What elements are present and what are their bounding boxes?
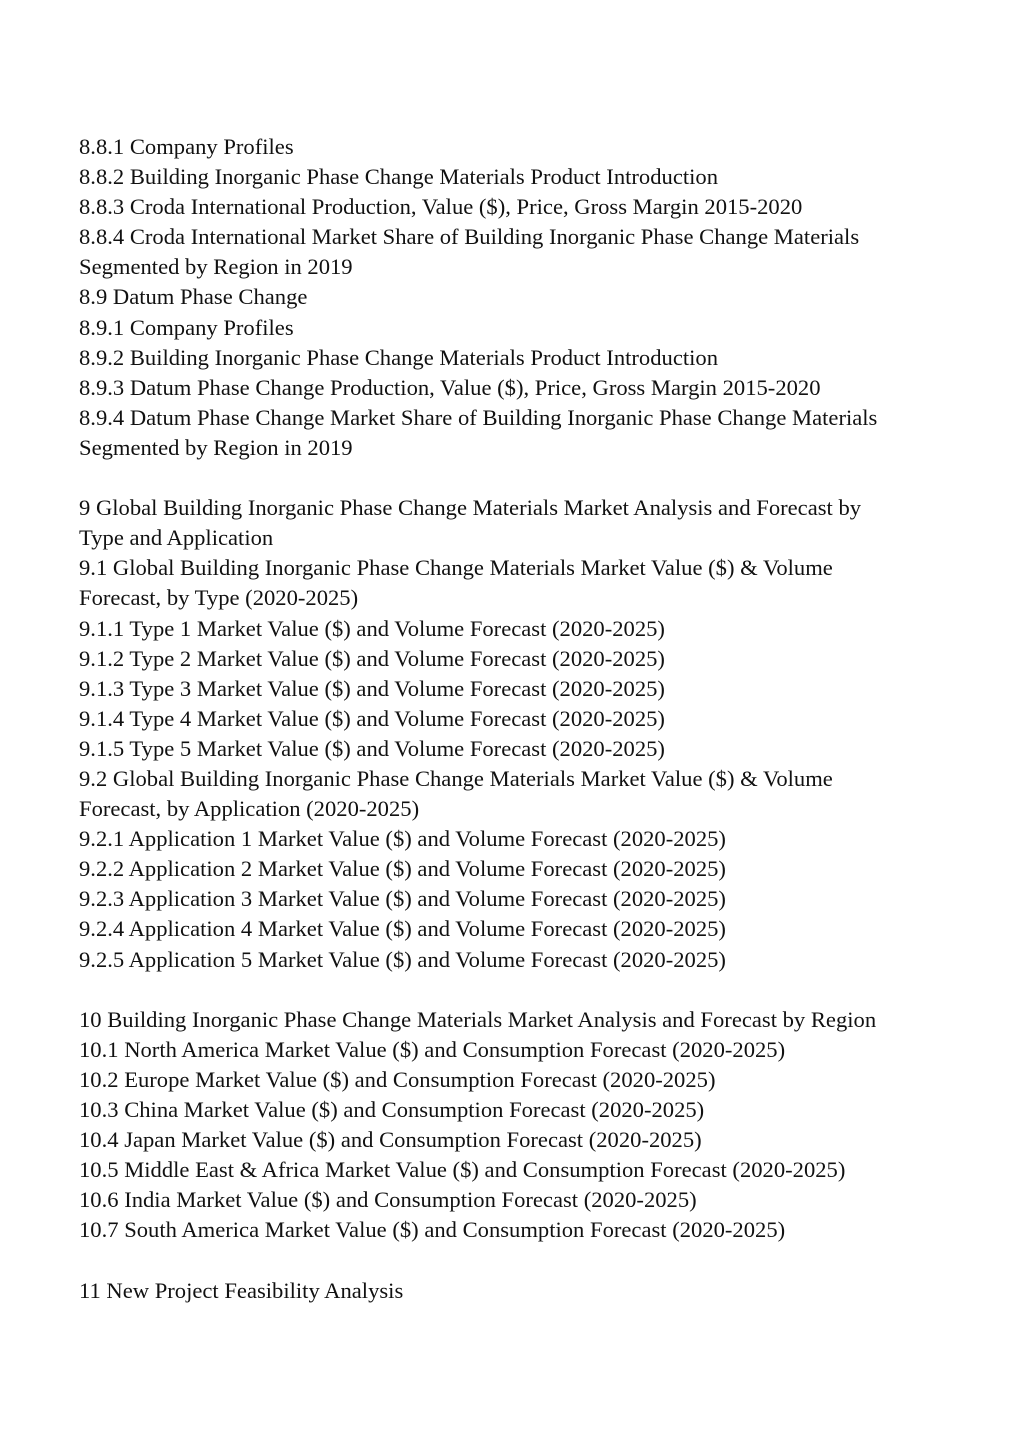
toc-line: 10.2 Europe Market Value ($) and Consumption Forecast (2020-2025) (79, 1066, 716, 1092)
toc-line: 9.2 Global Building Inorganic Phase Change Materials Market Value ($) & Volume (79, 765, 833, 791)
toc-line: Forecast, by Application (2020-2025) (79, 796, 420, 822)
toc-line: Forecast, by Type (2020-2025) (79, 585, 359, 611)
toc-line: 10.6 India Market Value ($) and Consumption Forecast (2020-2025) (79, 1187, 697, 1213)
toc-line: 10.3 China Market Value ($) and Consumption Forecast (2020-2025) (79, 1097, 705, 1122)
toc-line: 9.1.4 Type 4 Market Value ($) and Volume Forecast (2020-2025) (79, 705, 665, 731)
toc-line: 10.7 South America Market Value ($) and Consumption Forecast (2020-2025) (79, 1217, 786, 1243)
section-heading: Type and Application (79, 525, 274, 551)
document-page (79, 132, 959, 1306)
toc-line: 9.2.5 Application 5 Market Value ($) and Volume Forecast (2020-2025) (79, 946, 726, 972)
toc-line: 8.9.3 Datum Phase Change Production, Value ($), Price, Gross Margin 2015-2020 (79, 374, 821, 400)
toc-line: 8.8.2 Building Inorganic Phase Change Materials Product Introduction (79, 164, 719, 190)
toc-line: 8.9.1 Company Profiles (79, 314, 294, 340)
section-heading: 11 New Project Feasibility Analysis (79, 1277, 404, 1303)
section-gap (79, 463, 959, 493)
toc-line: 9.1.2 Type 2 Market Value ($) and Volume Forecast (2020-2025) (79, 645, 665, 671)
toc-line: 9.2.3 Application 3 Market Value ($) and Volume Forecast (2020-2025) (79, 886, 726, 912)
section-gap (79, 975, 959, 1005)
toc-line: 8.9 Datum Phase Change (79, 284, 308, 310)
toc-line: 9.2.1 Application 1 Market Value ($) and Volume Forecast (2020-2025) (79, 826, 726, 852)
toc-line: 9.1.5 Type 5 Market Value ($) and Volume Forecast (2020-2025) (79, 735, 665, 761)
toc-line: 8.9.2 Building Inorganic Phase Change Materials Product Introduction (79, 344, 719, 370)
toc-line: 8.9.4 Datum Phase Change Market Share of Building Inorganic Phase Change Materials (79, 404, 878, 430)
section-heading: 9 Global Building Inorganic Phase Change Materials Market Analysis and Forecast by (79, 495, 862, 521)
toc-line: 8.8.3 Croda International Production, Value ($), Price, Gross Margin 2015-2020 (79, 194, 803, 220)
toc-line: 9.1 Global Building Inorganic Phase Change Materials Market Value ($) & Volume (79, 555, 833, 581)
toc-line: 9.2.2 Application 2 Market Value ($) and Volume Forecast (2020-2025) (79, 856, 726, 882)
toc-line: Segmented by Region in 2019 (79, 434, 353, 460)
toc-line: Segmented by Region in 2019 (79, 254, 353, 280)
toc-line: 10.1 North America Market Value ($) and Consumption Forecast (2020-2025) (79, 1036, 786, 1062)
toc-line: 8.8.1 Company Profiles (79, 134, 294, 159)
toc-line: 9.1.1 Type 1 Market Value ($) and Volume Forecast (2020-2025) (79, 615, 665, 641)
toc-line: 9.1.3 Type 3 Market Value ($) and Volume Forecast (2020-2025) (79, 675, 665, 701)
toc-line: 10.5 Middle East & Africa Market Value ($) and Consumption Forecast (2020-2025) (79, 1157, 846, 1183)
toc-line: 9.2.4 Application 4 Market Value ($) and Volume Forecast (2020-2025) (79, 916, 726, 942)
toc-line: 10.4 Japan Market Value ($) and Consumption Forecast (2020-2025) (79, 1127, 702, 1153)
section-heading: 10 Building Inorganic Phase Change Materials Market Analysis and Forecast by Region (79, 1006, 877, 1032)
section-gap (79, 1245, 959, 1275)
toc-line: 8.8.4 Croda International Market Share of Building Inorganic Phase Change Materials (79, 224, 860, 250)
